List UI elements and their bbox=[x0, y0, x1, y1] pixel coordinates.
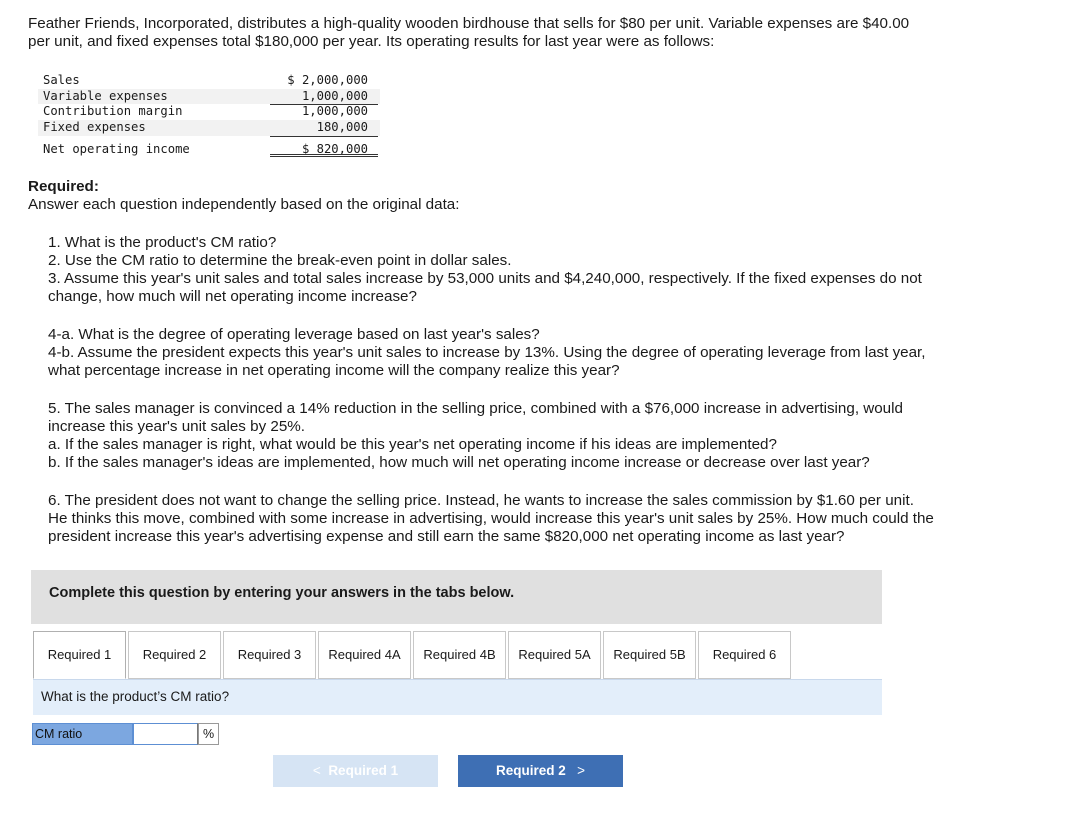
instruction-banner bbox=[31, 570, 882, 624]
statement-value: $ 820,000 bbox=[301, 141, 368, 156]
previous-button-label: Required 1 bbox=[328, 763, 399, 778]
subtotal-rule bbox=[270, 136, 378, 137]
tab-required-3[interactable]: Required 3 bbox=[223, 631, 316, 679]
tab-required-4b[interactable]: Required 4B bbox=[413, 631, 506, 679]
tab-required-1[interactable]: Required 1 bbox=[33, 631, 126, 679]
question-6-line-2: He thinks this move, combined with some increase in advertising, would increase this year's unit sales by 25%. How much could the bbox=[48, 510, 934, 527]
total-double-rule bbox=[270, 154, 378, 157]
cm-ratio-input[interactable] bbox=[133, 723, 198, 745]
intro-line-1: Feather Friends, Incorporated, distributes a high-quality wooden birdhouse that sells for $80 per unit. Variable expenses are $40.00 bbox=[28, 15, 910, 32]
tab-required-4a[interactable]: Required 4A bbox=[318, 631, 411, 679]
question-5b: b. If the sales manager's ideas are implemented, how much will net operating income increase or decrease over last year? bbox=[48, 454, 870, 471]
statement-label: Variable expenses bbox=[43, 88, 168, 103]
question-prompt-bar bbox=[33, 679, 882, 715]
statement-label: Contribution margin bbox=[43, 104, 183, 119]
question-4a: 4-a. What is the degree of operating leverage based on last year's sales? bbox=[48, 326, 540, 343]
percent-unit: % bbox=[198, 723, 219, 745]
statement-label: Fixed expenses bbox=[43, 120, 146, 135]
statement-row-variable-expenses bbox=[38, 89, 380, 105]
statement-value: 1,000,000 bbox=[301, 104, 368, 119]
statement-value: $ 2,000,000 bbox=[287, 73, 368, 87]
question-prompt: What is the product’s CM ratio? bbox=[41, 689, 230, 704]
statement-row-fixed-expenses bbox=[38, 120, 380, 136]
question-4b-line-2: what percentage increase in net operating income will the company realize this year? bbox=[48, 362, 620, 379]
question-5-line-2: increase this year's unit sales by 25%. bbox=[48, 418, 305, 435]
question-2: 2. Use the CM ratio to determine the break-even point in dollar sales. bbox=[48, 252, 512, 269]
statement-row-sales bbox=[38, 73, 380, 89]
subtotal-rule bbox=[270, 104, 378, 105]
chevron-left-icon: < bbox=[312, 763, 321, 778]
instruction-text: Complete this question by entering your answers in the tabs below. bbox=[49, 585, 515, 601]
previous-button[interactable] bbox=[273, 755, 438, 787]
question-3-line-2: change, how much will net operating income increase? bbox=[48, 288, 417, 305]
question-3-line-1: 3. Assume this year's unit sales and total sales increase by 53,000 units and $4,240,000, respectively. If the fixed expenses do not bbox=[48, 270, 922, 287]
question-5a: a. If the sales manager is right, what would be this year's net operating income if his ideas are implemented? bbox=[48, 436, 777, 453]
cm-ratio-label: CM ratio bbox=[32, 723, 133, 745]
statement-label: Sales bbox=[43, 73, 80, 87]
question-5-line-1: 5. The sales manager is convinced a 14% reduction in the selling price, combined with a $76,000 increase in advertising, would bbox=[48, 400, 903, 417]
question-1: 1. What is the product's CM ratio? bbox=[48, 234, 277, 251]
question-4b-line-1: 4-b. Assume the president expects this year's unit sales to increase by 13%. Using the degree of operating leverage from last year, bbox=[48, 344, 926, 361]
chevron-right-icon: > bbox=[577, 763, 585, 778]
statement-value: 180,000 bbox=[316, 120, 368, 135]
required-subheading: Answer each question independently based on the original data: bbox=[28, 196, 460, 213]
question-6-line-3: president increase this year's advertising expense and still earn the same $820,000 net operating income as last year? bbox=[48, 528, 845, 545]
tab-required-2[interactable]: Required 2 bbox=[128, 631, 221, 679]
income-statement bbox=[38, 73, 380, 158]
next-button-label: Required 2 bbox=[496, 763, 566, 778]
question-6-line-1: 6. The president does not want to change the selling price. Instead, he wants to increase the sales commission by $1.60 per unit. bbox=[48, 492, 914, 509]
tab-required-6[interactable]: Required 6 bbox=[698, 631, 791, 679]
statement-value: 1,000,000 bbox=[301, 88, 368, 103]
statement-row-contribution-margin bbox=[38, 104, 380, 120]
tab-required-5b[interactable]: Required 5B bbox=[603, 631, 696, 679]
required-heading: Required: bbox=[28, 178, 99, 195]
tab-required-5a[interactable]: Required 5A bbox=[508, 631, 601, 679]
intro-line-2: per unit, and fixed expenses total $180,000 per year. Its operating results for last year were as follows: bbox=[28, 33, 715, 50]
statement-label: Net operating income bbox=[43, 141, 190, 156]
next-button[interactable] bbox=[458, 755, 623, 787]
